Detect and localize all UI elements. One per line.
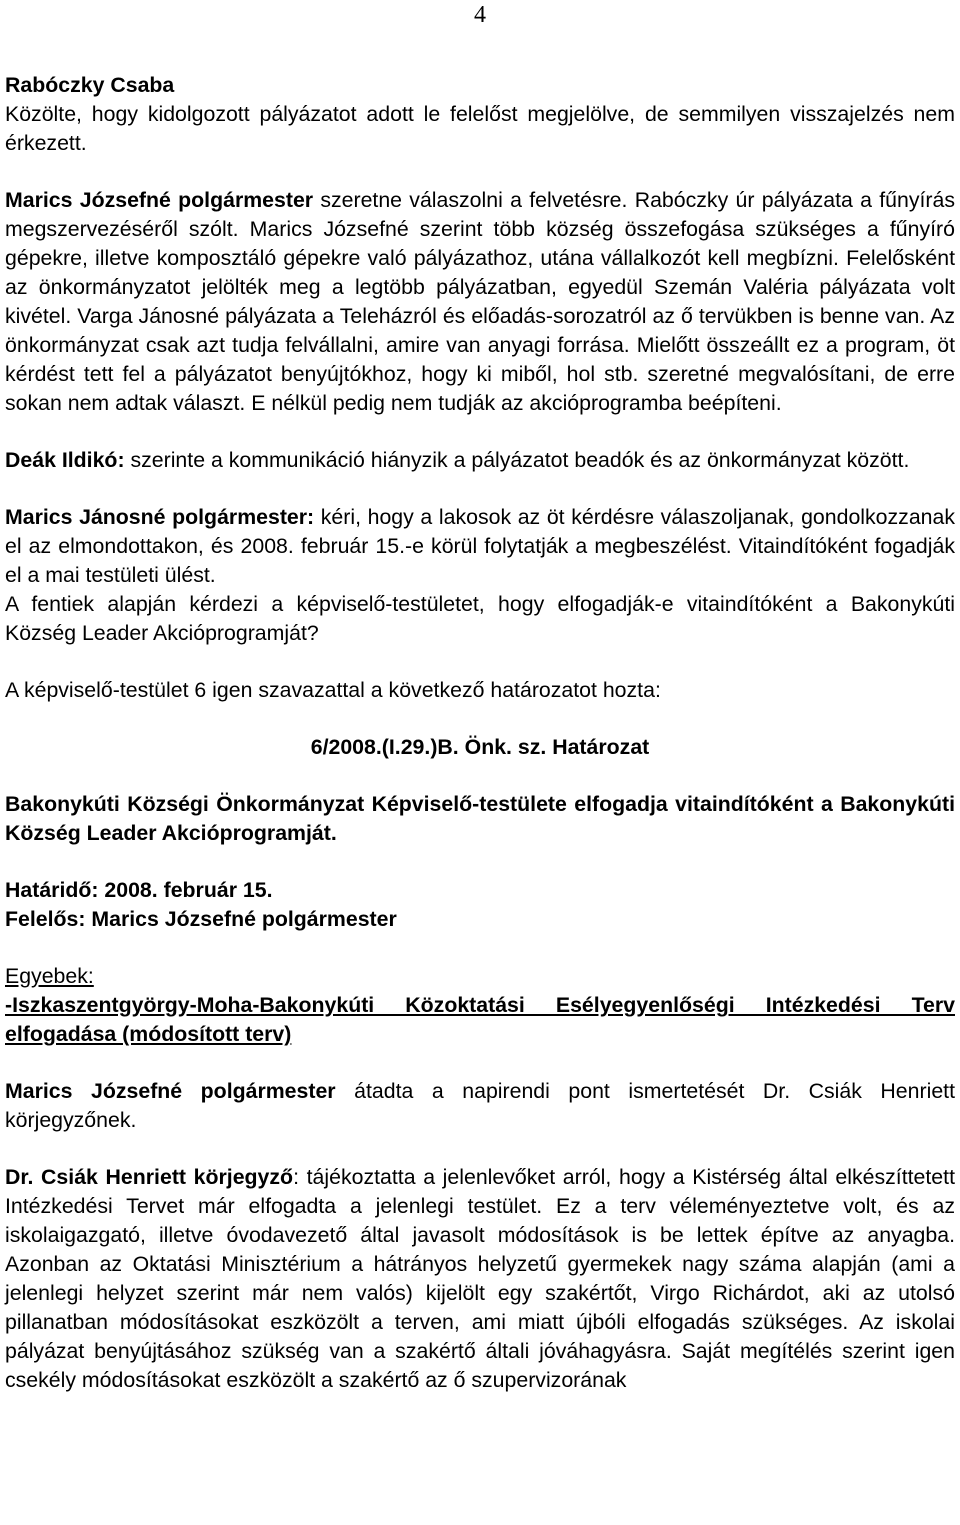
spacer — [5, 648, 955, 676]
spacer — [5, 418, 955, 446]
speaker-name: Marics Józsefné polgármester — [5, 188, 314, 212]
resolution-deadline: Határidő: 2008. február 15. — [5, 878, 273, 902]
spacer — [5, 158, 955, 186]
speaker-name: Marics Józsefné polgármester — [5, 1079, 336, 1103]
paragraph-text: kéri, hogy a lakosok az öt kérdésre válaszoljanak, gondolkozzanak el az elmondottakon, és 2008. február 15.-e körül folytatják a megbeszélést. Vitaindítóként fogadják el a mai testületi ülést. — [5, 505, 955, 587]
paragraph-marics-1 — [5, 186, 955, 418]
document-body — [5, 71, 955, 1395]
paragraph-rabóczky — [5, 71, 955, 158]
paragraph-csiak — [5, 1163, 955, 1395]
speaker-name: Dr. Csiák Henriett körjegyző — [5, 1165, 294, 1189]
speaker-name: Rabóczky Csaba — [5, 73, 175, 97]
spacer — [5, 1049, 955, 1077]
spacer — [5, 475, 955, 503]
spacer — [5, 705, 955, 733]
page-number: 4 — [474, 2, 486, 28]
spacer — [5, 1135, 955, 1163]
paragraph-marics-3 — [5, 1077, 955, 1135]
spacer — [5, 762, 955, 790]
agenda-item: -Iszkaszentgyörgy-Moha-Bakonykúti Közoktatási Esélyegyenlőségi Intézkedési Terv elfogadása (módosított terv) — [5, 993, 955, 1046]
speaker-name: Marics Jánosné polgármester: — [5, 505, 315, 529]
paragraph-text: szeretne válaszolni a felvetésre. Rabóczky úr pályázata a fűnyírás megszervezéséről szólt. Marics Józsefné szerint több község összefogása szükséges a fűnyíró gépekre, illetve komposztáló gépekre való pályázathoz, utána vállalkozót kell megbízni. Felelősként az önkormányzatot jelölték meg a legtöbb pályázatban, egyedül Szemán Valéria pályázata volt kivétel. Varga Jánosné pályázata a Teleházról és előadás-sorozatról az ő tervükben is benne van. Az önkormányzat csak azt tudja felvállalni, amire van anyagi forrása. Mielőtt összeállt ez a program, öt kérdést tett fel a pályázatot benyújtókhoz, hogy ki miből, hol stb. szeretné megvalósítani, de erre sokan nem adtak választ. E nélkül pedig nem tudják az akcióprogramba beépíteni. — [5, 188, 955, 415]
paragraph-text: szerinte a kommunikáció hiányzik a pályázatot beadók és az önkormányzat között. — [124, 448, 910, 472]
paragraph-question: A fentiek alapján kérdezi a képviselő-testületet, hogy elfogadják-e vitaindítóként a Bakonykúti Község Leader Akcióprogramját? — [5, 592, 955, 645]
paragraph-text: Közölte, hogy kidolgozott pályázatot adott le felelőst megjelölve, de semmilyen visszajelzés nem érkezett. — [5, 102, 955, 155]
speaker-name: Deák Ildikó: — [5, 448, 125, 472]
paragraph-deak — [5, 446, 955, 475]
paragraph-text: : tájékoztatta a jelenlevőket arról, hogy a Kistérség által elkészíttetett Intézkedési Tervet már elfogadta a jelenlegi testület. Ez a terv véleményeztetve volt, és az iskolaigazgató, illetve óvodavezető által javasolt módosítások is be lettek építve az anyagba. Azonban az Oktatási Minisztérium a hátrányos helyzetű gyermekek nagy száma alapján (ami a jelenlegi helyzet szerint már nem valós) kijelölt egy szakértőt, Virgo Richárdot, aki az utolsó pillanatban módosításokat eszközölt a terven, ami miatt újbóli elfogadás szükséges. Az iskolai pályázat benyújtásához szükség van a szakértő általi jóváhagyásra. Saját megítélés szerint igen csekély módosításokat eszközölt a szakértő az ő szupervizorának — [5, 1165, 955, 1392]
vote-statement: A képviselő-testület 6 igen szavazattal a következő határozatot hozta: — [5, 678, 661, 702]
resolution-text: Bakonykúti Községi Önkormányzat Képviselő-testülete elfogadja vitaindítóként a Bakonykúti Község Leader Akcióprogramját. — [5, 792, 955, 845]
resolution-number: 6/2008.(I.29.)B. Önk. sz. Határozat — [310, 735, 650, 759]
spacer — [5, 934, 955, 962]
other-heading: Egyebek: — [5, 964, 94, 988]
paragraph-marics-2 — [5, 503, 955, 590]
resolution-responsible: Felelős: Marics Józsefné polgármester — [5, 907, 397, 931]
spacer — [5, 848, 955, 876]
paragraph-text: átadta a napirendi pont ismertetését Dr. Csiák Henriett körjegyzőnek. — [5, 1079, 955, 1132]
